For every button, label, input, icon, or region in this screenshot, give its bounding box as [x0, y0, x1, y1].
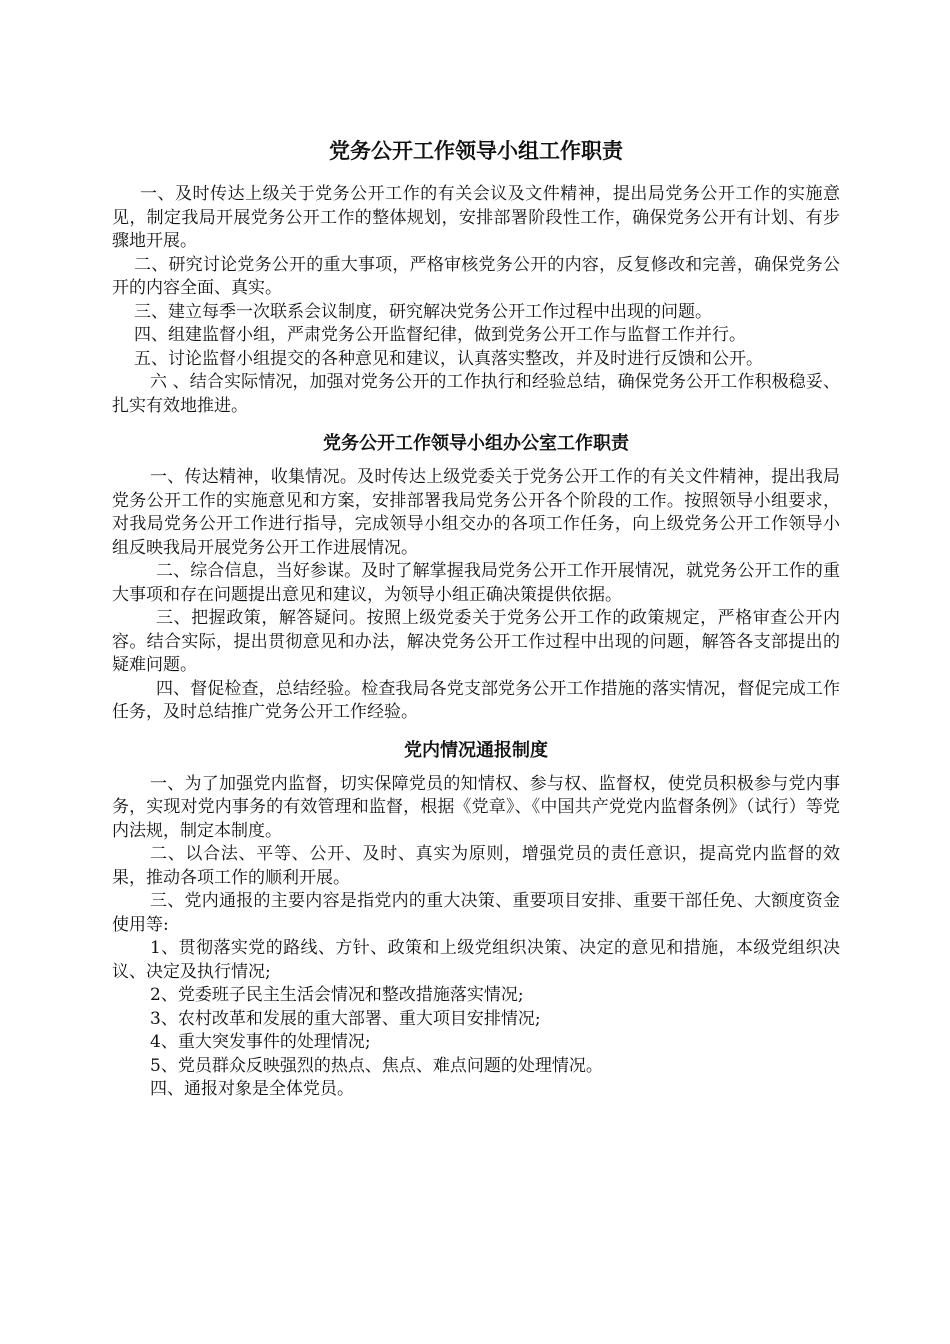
paragraph: 5、党员群众反映强烈的热点、焦点、难点问题的处理情况。	[150, 1055, 603, 1076]
paragraph: 3、农村改革和发展的重大部署、重大项目安排情况;	[150, 1008, 541, 1029]
paragraph: 一、传达精神，收集情况。及时传达上级党委关于党务公开工作的有关文件精神，提出我局党务公开工作的实施意见和方案，安排部署我局党务公开各个阶段的工作。按照领导小组要求，对我局党务公开工作进行指导，完成领导小组交办的各项工作任务，向上级党务公开工作领导小组反映我局开展党务公开工作进展情况。	[112, 467, 840, 558]
paragraph: 三、建立每季一次联系会议制度，研究解决党务公开工作过程中出现的问题。	[134, 301, 712, 322]
paragraph: 二、综合信息，当好参谋。及时了解掌握我局党务公开工作开展情况，就党务公开工作的重大事项和存在问题提出意见和建议，为领导小组正确决策提供依据。	[112, 561, 840, 605]
paragraph: 1、贯彻落实党的路线、方针、政策和上级党组织决策、决定的意见和措施，本级党组织决议、决定及执行情况;	[112, 938, 840, 982]
paragraph: 4、重大突发事件的处理情况;	[150, 1032, 371, 1052]
paragraph: 三、党内通报的主要内容是指党内的重大决策、重要项目安排、重要干部任免、大额度资金使用等:	[112, 891, 840, 935]
paragraph: 四、通报对象是全体党员。	[150, 1079, 354, 1099]
document-section	[112, 737, 840, 1102]
paragraph: 四、督促检查，总结经验。检查我局各党支部党务公开工作措施的落实情况，督促完成工作任务，及时总结推广党务公开工作经验。	[112, 678, 840, 722]
paragraph: 二、以合法、平等、公开、及时、真实为原则，增强党员的责任意识，提高党内监督的效果，推动各项工作的顺利开展。	[112, 844, 840, 888]
paragraph: 二、研究讨论党务公开的重大事项，严格审核党务公开的内容，反复修改和完善，确保党务公开的内容全面、真实。	[112, 254, 840, 298]
paragraph: 2、党委班子民主生活会情况和整改措施落实情况;	[150, 985, 524, 1005]
section-title: 党内情况通报制度	[404, 739, 548, 761]
document-title: 党务公开工作领导小组工作职责	[329, 138, 623, 163]
paragraph: 三、把握政策，解答疑问。按照上级党委关于党务公开工作的政策规定，严格审查公开内容。结合实际，提出贯彻意见和办法，解决党务公开工作过程中出现的问题，解答各支部提出的疑难问题。	[112, 608, 840, 675]
document-body	[112, 135, 840, 1102]
section-title: 党务公开工作领导小组办公室工作职责	[323, 433, 629, 454]
paragraph: 四、组建监督小组，严肃党务公开监督纪律，做到党务公开工作与监督工作并行。	[134, 325, 746, 345]
document-section	[112, 430, 840, 725]
paragraph: 六 、结合实际情况，加强对党务公开的工作执行和经验总结，确保党务公开工作积极稳妥、扎实有效地推进。	[112, 372, 840, 416]
paragraph: 一、为了加强党内监督，切实保障党员的知情权、参与权、监督权，使党员积极参与党内事务，实现对党内事务的有效管理和监督，根据《党章》、《中国共产党党内监督条例》（试行）等党内法规，制定本制度。	[112, 773, 840, 841]
paragraph: 五、讨论监督小组提交的各种意见和建议，认真落实整改，并及时进行反馈和公开。	[134, 348, 763, 369]
document-section	[112, 135, 840, 418]
paragraph: 一、及时传达上级关于党务公开工作的有关会议及文件精神，提出局党务公开工作的实施意见，制定我局开展党务公开工作的整体规划，安排部署阶段性工作，确保党务公开有计划、有步骤地开展。	[112, 184, 840, 251]
